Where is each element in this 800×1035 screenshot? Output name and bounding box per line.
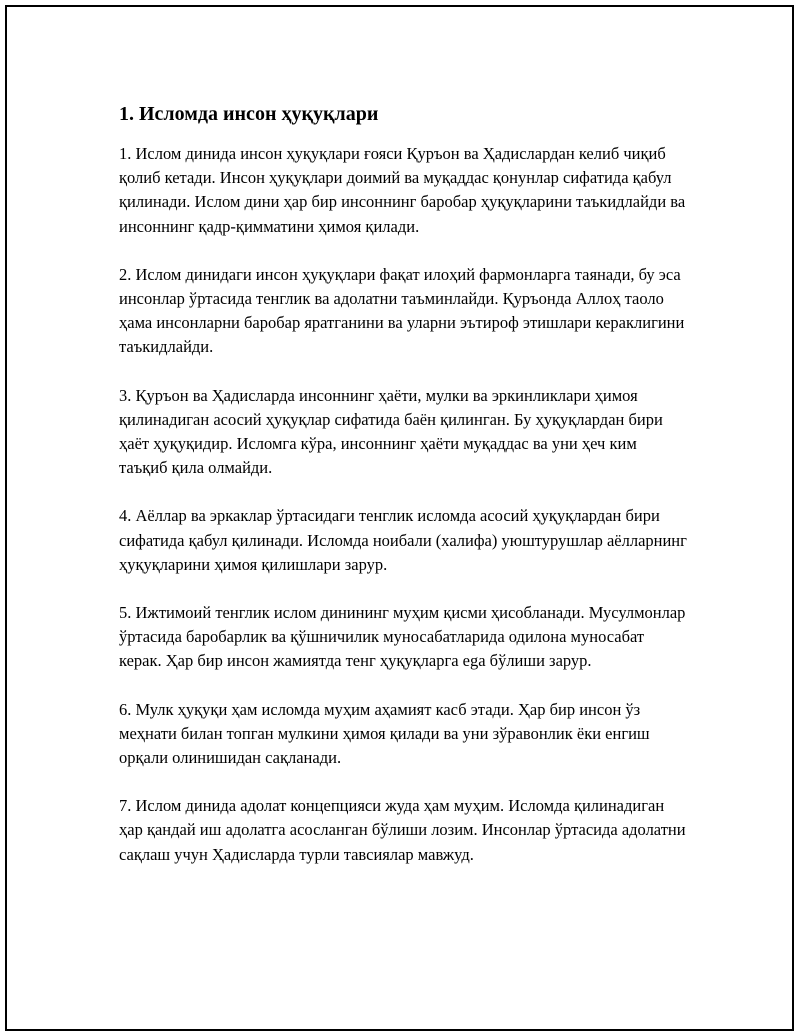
document-title: 1. Исломда инсон ҳуқуқлари	[119, 103, 379, 125]
paragraph-3: 3. Қуръон ва Ҳадисларда инсоннинг ҳаёти, мулки ва эркинликлари ҳимоя қилинадиган асосий ҳуқуқлар сифатида баён қилинган. Бу ҳуқуқлардан бири ҳаёт ҳуқуқидир. Исломга кўра, инсоннинг ҳаёти муқаддас ва уни ҳеч ким таъқиб қила олмайди.	[119, 385, 663, 478]
paragraph-2: 2. Ислом динидаги инсон ҳуқуқлари фақат илоҳий фармонларга таянади, бу эса инсонлар ўртасида тенглик ва адолатни таъминлайди. Қуръонда Аллоҳ таоло ҳама инсонларни баробар яратганини ва уларни эътироф этишлари кераклигини таъкидлайди.	[119, 264, 685, 357]
paragraph-5: 5. Ижтимоий тенглик ислом динининг муҳим қисми ҳисобланади. Мусулмонлар ўртасида баробарлик ва қўшничилик муносабатларида одилона муносабат керак. Ҳар бир инсон жамиятда тенг ҳуқуқларга ega бўлиши зарур.	[119, 603, 686, 671]
document-page	[5, 5, 794, 1031]
paragraph-4: 4. Аёллар ва эркаклар ўртасидаги тенглик исломда асосий ҳуқуқлардан бири сифатида қабул қилинади. Исломда ноибали (халифа) уюштурушлар аёлларнинг ҳуқуқларини ҳимоя қилишлари зарур.	[119, 506, 687, 574]
paragraph-1: 1. Ислом динида инсон ҳуқуқлари ғояси Қуръон ва Ҳадислардан келиб чиқиб қолиб кетади. Инсон ҳуқуқлари доимий ва муқаддас қонунлар сифатида қабул қилинади. Ислом дини ҳар бир инсоннинг баробар ҳуқуқларини таъкидлайди ва инсоннинг қадр-қимматини ҳимоя қилади.	[119, 144, 686, 236]
document-body	[119, 100, 689, 891]
paragraph-7: 7. Ислом динида адолат концепцияси жуда ҳам муҳим. Исломда қилинадиган ҳар қандай иш адолатга асосланган бўлиши лозим. Инсонлар ўртасида адолатни сақлаш учун Ҳадисларда турли тавсиялар мавжуд.	[119, 796, 686, 864]
paragraph-6: 6. Мулк ҳуқуқи ҳам исломда муҳим аҳамият касб этади. Ҳар бир инсон ўз меҳнати билан топган мулкини ҳимоя қилади ва уни зўравонлик ёки енгиш орқали олинишидан сақланади.	[119, 699, 650, 768]
